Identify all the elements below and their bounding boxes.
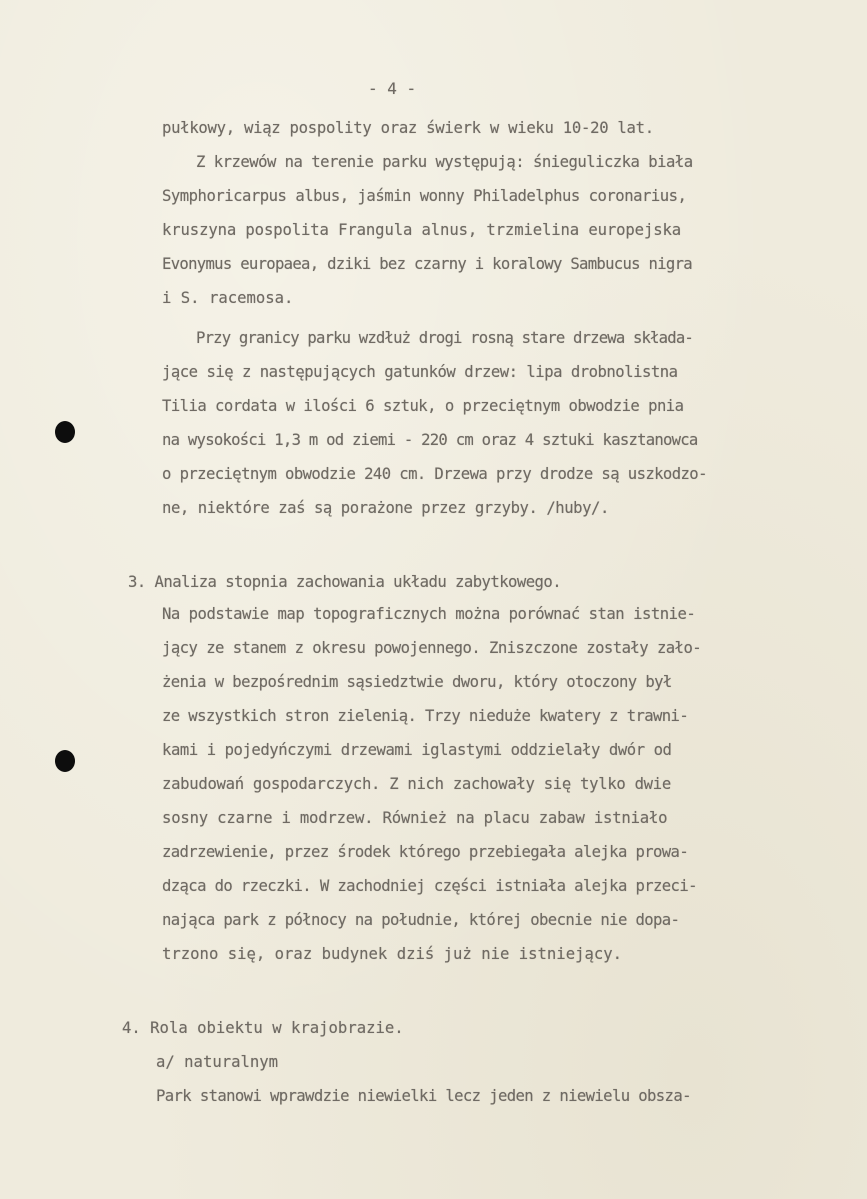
page-number: - 4 - <box>368 79 417 98</box>
text-line: na wysokości 1,3 m od ziemi - 220 cm oraz 4 sztuki kasztanowca <box>162 431 698 449</box>
text-line: Evonymus europaea, dziki bez czarny i koralowy Sambucus nigra <box>162 255 692 273</box>
text-line: Z krzewów na terenie parku występują: śnieguliczka biała <box>196 153 693 171</box>
punch-hole <box>55 750 75 772</box>
text-line: kruszyna pospolita Frangula alnus, trzmielina europejska <box>162 221 682 239</box>
section-heading: 3. Analiza stopnia zachowania układu zabytkowego. <box>128 573 562 591</box>
text-line: Park stanowi wprawdzie niewielki lecz jeden z niewielu obsza- <box>156 1087 691 1105</box>
text-line: ze wszystkich stron zielenią. Trzy nieduże kwatery z trawni- <box>162 707 689 725</box>
text-line: nająca park z północy na południe, której obecnie nie dopa- <box>162 911 680 929</box>
text-line: Symphoricarpus albus, jaśmin wonny Philadelphus coronarius, <box>162 187 687 205</box>
text-line: zabudowań gospodarczych. Z nich zachowały się tylko dwie <box>162 775 671 793</box>
text-line: jące się z następujących gatunków drzew: lipa drobnolistna <box>162 363 678 381</box>
text-line: i S. racemosa. <box>162 289 294 307</box>
text-line: Przy granicy parku wzdłuż drogi rosną stare drzewa składa- <box>196 329 693 347</box>
subsection-heading: a/ naturalnym <box>156 1053 279 1071</box>
text-line: o przeciętnym obwodzie 240 cm. Drzewa przy drodze są uszkodzo- <box>162 465 707 483</box>
text-line: żenia w bezpośrednim sąsiedztwie dworu, który otoczony był <box>162 673 672 691</box>
text-line: Na podstawie map topograficznych można porównać stan istnie- <box>162 605 696 623</box>
text-line: zadrzewienie, przez środek którego przebiegała alejka prowa- <box>162 843 689 861</box>
text-line: ne, niektóre zaś są porażone przez grzyby. /huby/. <box>162 499 609 517</box>
punch-hole <box>55 421 75 443</box>
text-line: sosny czarne i modrzew. Również na placu zabaw istniało <box>162 809 668 827</box>
section-heading: 4. Rola obiektu w krajobrazie. <box>122 1019 404 1037</box>
text-line: Tilia cordata w ilości 6 sztuk, o przeciętnym obwodzie pnia <box>162 397 684 415</box>
text-line: trzono się, oraz budynek dziś już nie istniejący. <box>162 945 623 963</box>
text-line: kami i pojedyńczymi drzewami iglastymi oddzielały dwór od <box>162 741 672 759</box>
text-line: pułkowy, wiąz pospolity oraz świerk w wieku 10-20 lat. <box>162 119 654 137</box>
text-line: jący ze stanem z okresu powojennego. Zniszczone zostały zało- <box>162 639 702 657</box>
text-line: dząca do rzeczki. W zachodniej części istniała alejka przeci- <box>162 877 697 895</box>
